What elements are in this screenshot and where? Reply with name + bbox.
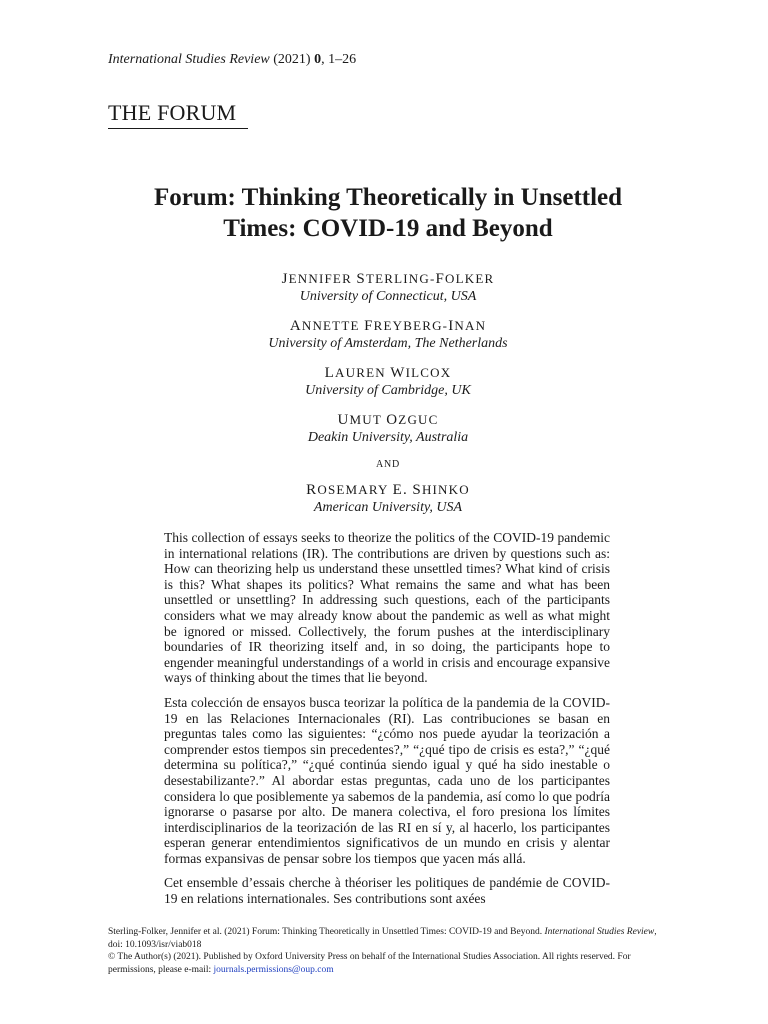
author-1 — [108, 270, 668, 306]
title-line-1: Forum: Thinking Theoretically in Unsettled — [153, 184, 623, 211]
author-name: UMUT OZGUC — [337, 412, 439, 428]
journal-pages: , 1–26 — [321, 52, 357, 67]
journal-name: International Studies Review — [108, 52, 270, 67]
page-footer — [108, 926, 660, 976]
copyright: © The Author(s) (2021). Published by Oxford University Press on behalf of the International Studies Association. All rights reserved. For permissions, please e-mail: journals.permissions@oup.com — [108, 952, 631, 975]
abstract — [164, 530, 610, 916]
author-affiliation: University of Connecticut, USA — [299, 289, 477, 304]
author-name: ROSEMARY E. SHINKO — [306, 482, 470, 498]
author-name: JENNIFER STERLING-FOLKER — [281, 271, 495, 287]
journal-header — [108, 52, 356, 68]
author-2 — [108, 317, 668, 353]
section-rule — [108, 128, 248, 129]
article-title — [108, 182, 668, 244]
author-list — [108, 270, 668, 528]
author-affiliation: University of Cambridge, UK — [305, 383, 471, 398]
title-line-2: Times: COVID-19 and Beyond — [223, 215, 553, 242]
author-affiliation: Deakin University, Australia — [307, 430, 469, 445]
abstract-french: Cet ensemble d’essais cherche à théoriser les politiques de pandémie de COVID-19 en relations internationales. Ses contributions sont axées — [164, 875, 610, 907]
abstract-spanish: Esta colección de ensayos busca teorizar la política de la pandemia de la COVID-19 en las Relaciones Internacionales (RI). Las contribuciones se basan en preguntas tales como las siguientes: “¿cómo nos puede ayudar la teorización a comprender estos tiempos sin precedentes?,” “¿qué tipo de crisis es esta?,” “¿qué determina su política?,” “¿qué continúa siendo igual y qué ha sido inestable o desestabilizante?.” Al abordar estas preguntas, cada uno de los participantes considera lo que posiblemente ya sabemos de la pandemia, así como lo que podría ignorarse o pasarse por alto. De manera colectiva, el foro presiona los límites interdisciplinarios de la teorización de las RI en sí y, al hacerlo, los participantes esperan generar entendimientos significativos de un mundo en crisis y alentar formas expansivas de pensar sobre los tiempos que yacen más allá. — [164, 694, 610, 866]
author-3 — [108, 364, 668, 400]
author-4 — [108, 411, 668, 447]
permissions-email-link[interactable]: journals.permissions@oup.com — [213, 964, 334, 975]
and-separator: AND — [375, 459, 401, 470]
section-label: THE FORUM — [108, 100, 237, 125]
citation: Sterling-Folker, Jennifer et al. (2021) Forum: Thinking Theoretically in Unsettled Times: COVID-19 and Beyond. International Studies Review, doi: 10.1093/isr/viab018 — [108, 927, 657, 950]
author-5 — [108, 481, 668, 517]
author-affiliation: American University, USA — [313, 500, 463, 515]
journal-volume: 0 — [314, 52, 322, 67]
journal-year: (2021) — [273, 52, 311, 67]
abstract-english: This collection of essays seeks to theorize the politics of the COVID-19 pandemic in international relations (IR). The contributions are driven by questions such as: How can theorizing help us understand these unsettled times? What kind of crisis is this? What shapes its politics? What remains the same and what has been unsettled or unsettling? In addressing such questions, each of the participants considers what we may already know about the pandemic as well as what might be ignored or missed. Collectively, the forum pushes at the interdisciplinary boundaries of IR theorizing itself and, in so doing, the participants hope to engender meaningful understandings of a world in crisis and encourage expansive ways of thinking about the times that lie beyond. — [164, 530, 610, 686]
author-name: LAUREN WILCOX — [324, 365, 452, 381]
author-affiliation: University of Amsterdam, The Netherlands — [268, 336, 508, 351]
author-name: ANNETTE FREYBERG-INAN — [289, 318, 487, 334]
